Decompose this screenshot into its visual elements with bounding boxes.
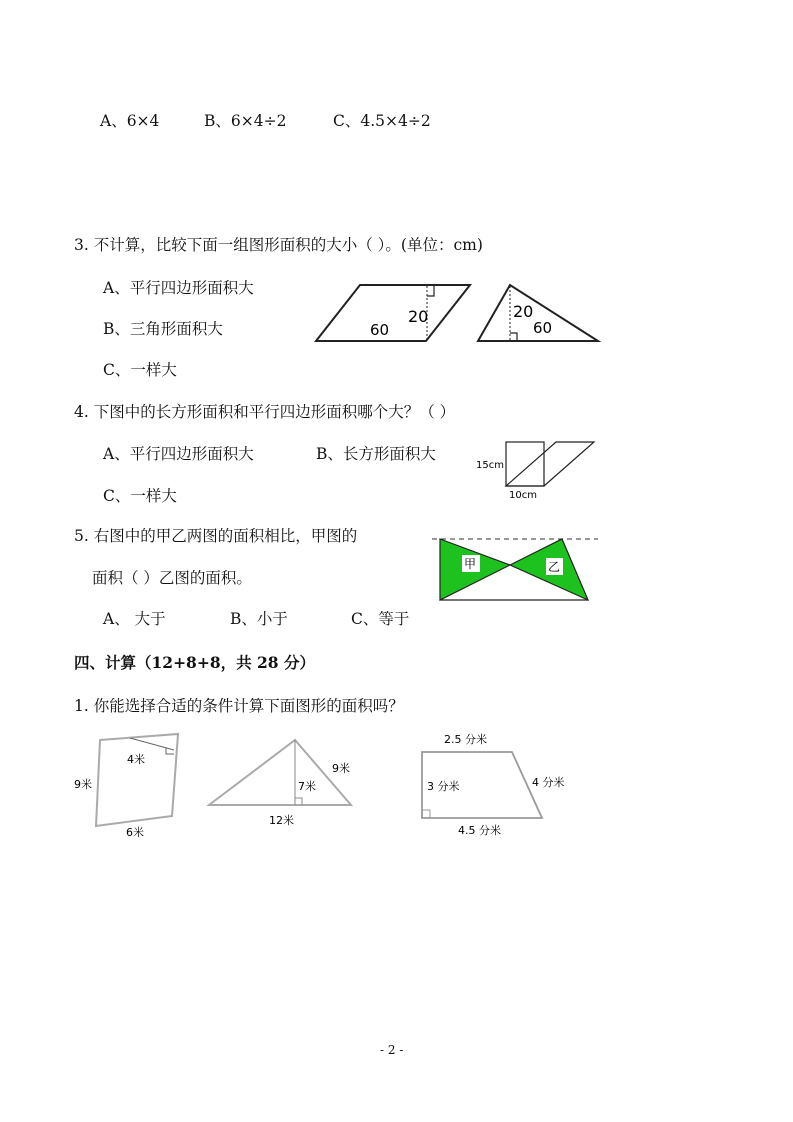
q3-option-a: A、平行四边形面积大 — [103, 279, 254, 297]
section4-title: 四、计算（12+8+8，共 28 分） — [74, 653, 315, 672]
s4-tri-side: 9米 — [332, 762, 350, 775]
s4-trap-bottom: 4.5 分米 — [458, 824, 501, 837]
option-b: B、6×4÷2 — [204, 112, 287, 130]
q5-option-b: B、小于 — [230, 610, 288, 628]
s4-fig-trapezoid — [420, 728, 580, 840]
q4-option-c: C、一样大 — [103, 487, 177, 505]
q3-para-height: 20 — [408, 307, 429, 326]
q3-figure — [310, 280, 610, 350]
option-a: A、6×4 — [100, 112, 160, 130]
q5-option-a: A、 大于 — [103, 610, 166, 628]
q5-stem-line1: 5. 右图中的甲乙两图的面积相比，甲图的 — [74, 527, 358, 545]
q5-stem-line2: 面积（ ）乙图的面积。 — [92, 569, 252, 587]
s4-para-base: 6米 — [126, 826, 144, 839]
s4-para-side: 9米 — [74, 778, 92, 791]
q4-parallelogram — [506, 442, 594, 486]
q3-stem: 3. 不计算，比较下面一组图形面积的大小（ ）。(单位：cm) — [74, 236, 483, 254]
q4-height-label: 15cm — [476, 460, 504, 471]
q3-option-c: C、一样大 — [103, 361, 177, 379]
q3-tri-base: 60 — [533, 319, 553, 337]
s4-tri-height: 7米 — [298, 780, 316, 793]
s4-fig-triangle — [205, 732, 365, 832]
q3-parallelogram — [316, 285, 470, 341]
section4-q1: 1. 你能选择合适的条件计算下面图形的面积吗？ — [74, 697, 404, 715]
q5-label-jia: 甲 — [464, 557, 477, 571]
s4-trap-side: 4 分米 — [532, 776, 565, 789]
q5-label-yi: 乙 — [548, 560, 561, 574]
q4-stem: 4. 下图中的长方形面积和平行四边形面积哪个大？（ ） — [74, 403, 456, 421]
s4-trap-height: 3 分米 — [427, 780, 460, 793]
q3-option-b: B、三角形面积大 — [103, 320, 223, 338]
q3-para-base: 60 — [370, 321, 390, 339]
q5-option-c: C、等于 — [351, 610, 410, 628]
q5-figure — [430, 533, 600, 605]
q4-width-label: 10cm — [509, 490, 537, 501]
option-c: C、4.5×4÷2 — [333, 112, 431, 130]
q3-tri-height: 20 — [513, 302, 534, 321]
q4-option-b: B、长方形面积大 — [316, 445, 436, 463]
q4-figure — [472, 438, 602, 504]
q4-option-a: A、平行四边形面积大 — [103, 445, 254, 463]
s4-trap-top: 2.5 分米 — [444, 733, 487, 746]
s4-tri-base: 12米 — [269, 814, 294, 827]
s4-fig-parallelogram — [74, 730, 194, 840]
q4-rectangle — [506, 442, 544, 486]
s4-para-height: 4米 — [127, 753, 145, 766]
page-number: - 2 - — [380, 1043, 404, 1057]
